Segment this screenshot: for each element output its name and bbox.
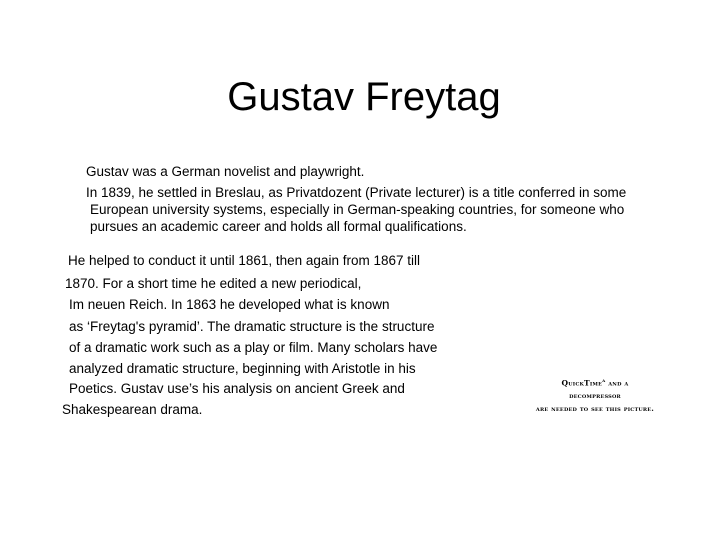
quicktime-line-2: decompressor: [569, 391, 621, 400]
body-line-3: Im neuen Reich. In 1863 he developed what is known: [69, 297, 390, 312]
quicktime-label: QuickTime: [561, 378, 603, 388]
intro-line-2: In 1839, he settled in Breslau, as Privatdozent (Private lecturer) is a title conferred in some: [86, 185, 627, 200]
body-line-5: of a dramatic work such as a play or film. Many scholars have: [69, 340, 438, 355]
body-line-6: analyzed dramatic structure, beginning with Aristotle in his: [69, 361, 416, 376]
quicktime-suffix: and a: [605, 378, 629, 388]
body-line-4: as ‘Freytag's pyramid’. The dramatic structure is the structure: [69, 319, 435, 334]
intro-line-1: Gustav was a German novelist and playwright.: [86, 164, 365, 179]
body-line-2: 1870. For a short time he edited a new periodical,: [65, 276, 362, 291]
body-line-8: Shakespearean drama.: [62, 402, 203, 417]
slide-title: Gustav Freytag: [227, 75, 501, 119]
body-line-1: He helped to conduct it until 1861, then again from 1867 till: [68, 253, 420, 268]
body-line-7: Poetics. Gustav use’s his analysis on ancient Greek and: [69, 381, 405, 396]
quicktime-superscript: a: [602, 377, 606, 384]
intro-line-4: pursues an academic career and holds all formal qualifications.: [90, 219, 467, 234]
intro-line-3: European university systems, especially in German-speaking countries, for someone who: [90, 202, 625, 217]
quicktime-line-1: [520, 377, 670, 388]
quicktime-line-3: are needed to see this picture.: [535, 404, 655, 413]
